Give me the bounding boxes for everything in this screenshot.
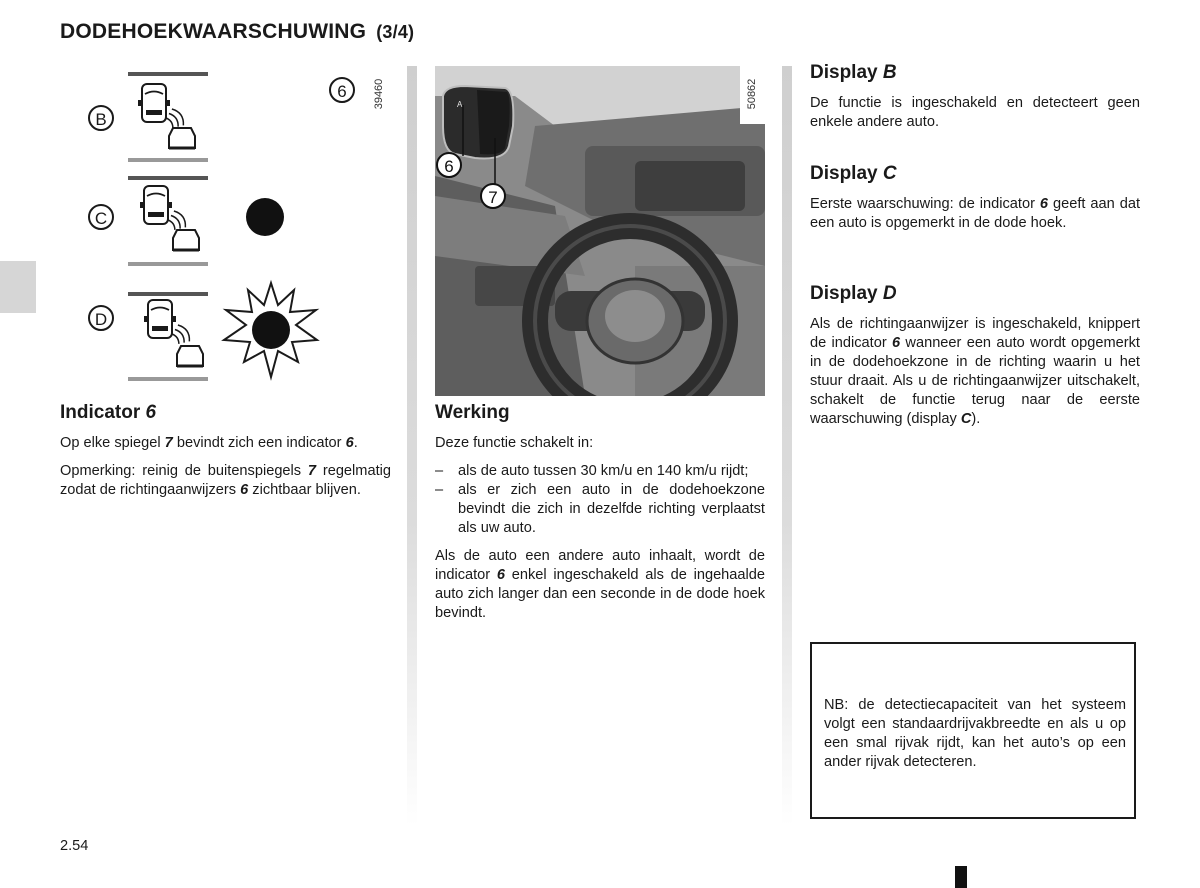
display-b-heading: Display B xyxy=(810,62,897,83)
other-car-b xyxy=(169,128,195,148)
nb-note-text: NB: de detectiecapaciteit van het systeem volgt een standaardrijvakbreedte en als u op een smal rijvak rijdt, kan het auto’s op een ander rijvak detecteren. xyxy=(824,697,1126,770)
indicator-paragraph-1: Op elke spiegel 7 bevindt zich een indicator 6. xyxy=(60,435,358,451)
indicator-flashing xyxy=(252,311,290,349)
werking-conditions-list xyxy=(435,462,765,538)
callout-6: 6 xyxy=(337,82,347,101)
figure-ref-code: 39460 xyxy=(373,78,385,110)
ego-car-b xyxy=(138,84,170,122)
display-c-heading: Display C xyxy=(810,163,897,184)
blind-spot-display-illustration xyxy=(60,66,400,392)
car-interior-photo xyxy=(435,66,765,396)
display-c-text: Eerste waarschuwing: de indicator 6 geeft aan dat een auto is opgemerkt in de dode hoek. xyxy=(810,196,1140,231)
mirror-indicator-glyph: A xyxy=(457,100,463,109)
indicator-steady xyxy=(246,198,284,236)
indicator-text xyxy=(60,434,391,509)
indicator-paragraph-2: Opmerking: reinig de buitenspiegels 7 regelmatig zodat de richtingaanwijzers 6 zichtbaar blijven. xyxy=(60,463,391,498)
column-divider-2 xyxy=(782,66,792,826)
photo-ref-code: 50862 xyxy=(746,78,758,110)
werking-heading: Werking xyxy=(435,402,510,423)
display-d-heading: Display D xyxy=(810,283,897,304)
page-title xyxy=(60,20,414,44)
page-number: 2.54 xyxy=(60,838,89,854)
other-car-c xyxy=(173,230,199,250)
column-divider-1 xyxy=(407,66,417,826)
other-car-d xyxy=(177,346,203,366)
werking-paragraph: Als de auto een andere auto inhaalt, wordt de indicator 6 enkel ingeschakeld als de ingehaalde auto zich langer dan een seconde in de dode hoek bevindt. xyxy=(435,548,766,621)
label-b: B xyxy=(95,110,107,129)
page-edge-marker xyxy=(955,866,967,888)
section-tab xyxy=(0,261,36,313)
werking-text xyxy=(435,434,765,632)
label-d: D xyxy=(94,310,108,329)
werking-intro: Deze functie schakelt in: xyxy=(435,435,594,451)
nb-note-box xyxy=(810,642,1136,819)
page-title-main: DODEHOEKWAARSCHUWING xyxy=(60,20,367,43)
display-d-text: Als de richtingaanwijzer is ingeschakeld, knippert de indicator 6 wanneer een auto wordt opgemerkt in de dodehoekzone in de richting waarin u het stuur draait. Als u de richtingaanwijzer uitschakelt, schakelt de functie terug naar de eerste waarschuwing (display C). xyxy=(810,316,1140,427)
indicator-heading: Indicator 6 xyxy=(60,402,157,423)
ego-car-d xyxy=(144,300,176,338)
callout-6-photo: 6 xyxy=(444,157,454,176)
list-item: – als er zich een auto in de dodehoekzone bevindt die zich in dezelfde richting verplaatst als uw auto. xyxy=(435,482,765,536)
ego-car-c xyxy=(140,186,172,224)
display-b-text: De functie is ingeschakeld en detecteert geen enkele andere auto. xyxy=(810,95,1140,130)
callout-7-photo: 7 xyxy=(488,188,498,207)
label-c: C xyxy=(94,209,108,228)
sensor-waves-d xyxy=(170,323,193,347)
page-title-suffix: (3/4) xyxy=(376,22,415,42)
list-item: – als de auto tussen 30 km/u en 140 km/u rijdt; xyxy=(435,463,749,479)
